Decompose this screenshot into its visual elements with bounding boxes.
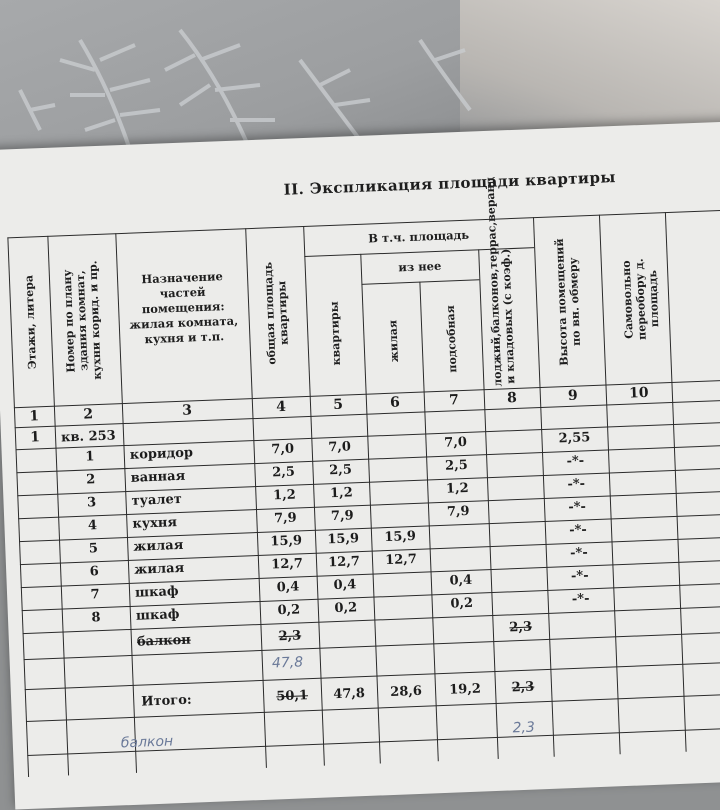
room-living-area: 15,9 bbox=[384, 528, 417, 546]
room-number: 5 bbox=[88, 541, 99, 557]
balcony-name: балкон bbox=[136, 632, 192, 650]
column-number: 7 bbox=[448, 392, 460, 409]
room-apartment-area: 7,9 bbox=[330, 508, 354, 525]
total-area-struck: 50,1 bbox=[276, 688, 309, 705]
header-total-area: общая площадь квартиры bbox=[261, 261, 291, 365]
room-living-area bbox=[374, 597, 432, 599]
room-balcony-area bbox=[485, 432, 541, 434]
room-name: туалет bbox=[131, 491, 183, 509]
room-height: -*- bbox=[567, 476, 586, 493]
room-auxiliary-area: 1,2 bbox=[445, 480, 469, 497]
room-balcony-area bbox=[491, 593, 547, 595]
column-number: 6 bbox=[389, 394, 401, 411]
room-number: 8 bbox=[91, 610, 101, 626]
room-total-area: 15,9 bbox=[270, 533, 303, 550]
handwritten-balcony-area: 2,3 bbox=[512, 719, 536, 737]
room-auxiliary-area bbox=[430, 549, 490, 551]
total-living-area: 28,6 bbox=[389, 683, 423, 701]
room-height: -*- bbox=[566, 453, 585, 470]
room-number: 3 bbox=[86, 495, 97, 511]
column-line bbox=[665, 212, 687, 752]
room-balcony-area bbox=[486, 455, 542, 457]
handwritten-balcony: балкон bbox=[120, 733, 174, 752]
room-number: 2 bbox=[85, 472, 96, 488]
header-room-number: Номер по плану здания комнат, кухни корид. и пр. bbox=[60, 260, 104, 380]
room-total-area: 7,9 bbox=[273, 510, 297, 527]
column-number: 8 bbox=[506, 389, 518, 407]
balcony-area: 2,3 bbox=[509, 619, 533, 636]
total-balcony-area: 2,3 bbox=[511, 679, 535, 696]
room-auxiliary-area bbox=[429, 526, 489, 528]
room-height: -*- bbox=[571, 591, 590, 607]
column-number: 10 bbox=[628, 384, 649, 402]
header-height: Высота помещений по вн. обмеру bbox=[552, 238, 583, 367]
room-balcony-area bbox=[487, 478, 543, 480]
column-number: 9 bbox=[567, 387, 579, 404]
room-height: -*- bbox=[569, 545, 588, 562]
document-title: II. Экспликация площади квартиры bbox=[283, 168, 617, 199]
room-height: -*- bbox=[568, 522, 588, 539]
room-number: 7 bbox=[90, 587, 100, 603]
room-apartment-area: 12,7 bbox=[327, 554, 361, 571]
room-balcony-area bbox=[489, 524, 545, 526]
room-living-area bbox=[370, 505, 428, 507]
room-auxiliary-area: 2,5 bbox=[444, 457, 469, 474]
room-living-area bbox=[368, 459, 426, 461]
column-number: 2 bbox=[83, 406, 94, 423]
room-height: 2,55 bbox=[558, 430, 591, 447]
column-number: 4 bbox=[275, 398, 287, 416]
total-auxiliary-area: 19,2 bbox=[448, 681, 482, 698]
room-height: -*- bbox=[568, 499, 587, 516]
header-unauthorized-area: Самовольно переобору д. площадь bbox=[619, 258, 662, 341]
room-number: 4 bbox=[87, 518, 98, 534]
total-label: Итого: bbox=[141, 692, 193, 710]
room-balcony-area bbox=[491, 570, 547, 572]
header-group-area: В т.ч. площадь bbox=[367, 227, 470, 246]
header-floor: Этажи, литера bbox=[22, 274, 39, 370]
header-living: жилая bbox=[386, 319, 401, 363]
room-auxiliary-area: 7,9 bbox=[446, 503, 470, 520]
room-living-area bbox=[373, 574, 431, 576]
room-number: 1 bbox=[85, 449, 95, 465]
room-name: шкаф bbox=[134, 584, 179, 601]
room-name: ванная bbox=[130, 468, 186, 486]
handwritten-total: 47,8 bbox=[271, 654, 304, 672]
room-apartment-area: 2,5 bbox=[328, 462, 353, 479]
apartment-number: кв. 253 bbox=[60, 428, 116, 446]
room-living-area bbox=[369, 482, 427, 484]
header-room-purpose: Назначение частей помещения: жилая комната, кухня и т.п. bbox=[129, 269, 239, 347]
room-name: коридор bbox=[129, 445, 194, 463]
floor-number: 1 bbox=[29, 429, 41, 446]
header-auxiliary: подсобная bbox=[443, 304, 460, 373]
header-balconies: лоджий,балконов,террас,веранд и кладовых (с коэф.) bbox=[483, 176, 518, 387]
document-sheet bbox=[0, 121, 720, 810]
room-apartment-area: 7,0 bbox=[328, 439, 352, 456]
room-apartment-area: 1,2 bbox=[329, 485, 354, 502]
total-apartment-area: 47,8 bbox=[333, 686, 366, 703]
room-balcony-area bbox=[490, 547, 546, 549]
balcony-total: 2,3 bbox=[278, 628, 302, 645]
room-name: жилая bbox=[133, 560, 185, 578]
room-auxiliary-area: 0,2 bbox=[450, 595, 474, 612]
room-name: шкаф bbox=[135, 607, 180, 624]
room-number: 6 bbox=[89, 564, 100, 580]
room-auxiliary-area: 7,0 bbox=[443, 434, 468, 451]
room-total-area: 1,2 bbox=[272, 487, 297, 504]
header-apartment: квартиры bbox=[327, 301, 344, 366]
room-apartment-area: 0,2 bbox=[334, 600, 358, 617]
column-number: 1 bbox=[29, 408, 40, 425]
room-living-area bbox=[367, 437, 425, 439]
room-apartment-area: 0,4 bbox=[333, 577, 357, 594]
header-subgroup: из нее bbox=[398, 258, 442, 275]
room-apartment-area: 15,9 bbox=[327, 531, 360, 548]
room-total-area: 2,5 bbox=[272, 464, 296, 481]
room-height: -*- bbox=[570, 568, 589, 585]
room-living-area: 12,7 bbox=[384, 551, 418, 569]
room-balcony-area bbox=[488, 501, 544, 503]
room-total-area: 12,7 bbox=[271, 556, 304, 573]
room-total-area: 0,2 bbox=[277, 602, 301, 619]
room-name: жилая bbox=[133, 537, 184, 555]
room-auxiliary-area: 0,4 bbox=[449, 572, 473, 589]
room-name: кухня bbox=[132, 515, 178, 532]
column-number: 3 bbox=[181, 402, 193, 419]
room-total-area: 0,4 bbox=[276, 579, 300, 596]
room-total-area: 7,0 bbox=[271, 441, 295, 458]
column-number: 5 bbox=[332, 396, 344, 414]
